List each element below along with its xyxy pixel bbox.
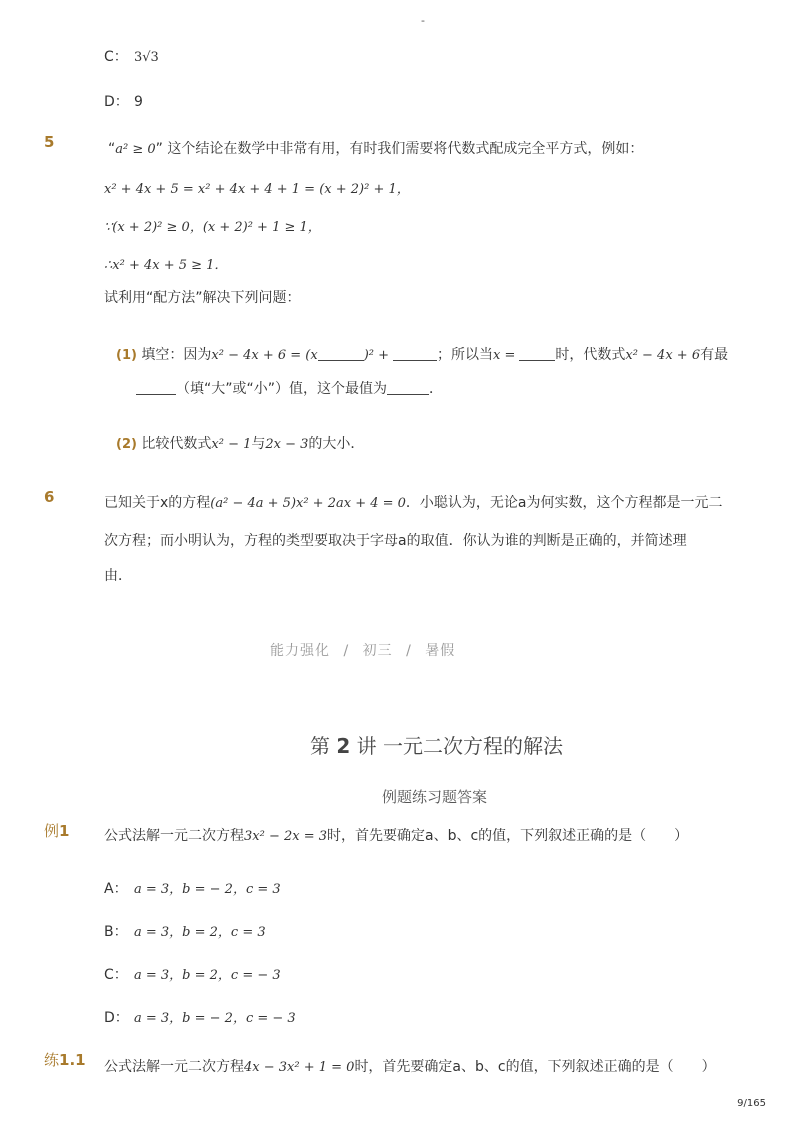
header-part-1: 能力强化 [270, 643, 330, 659]
q5-sub2 [116, 433, 364, 453]
sub1-math-3: x = [493, 348, 516, 363]
option-a[interactable] [104, 878, 281, 898]
option-value: a = 3，b = 2，c = − 3 [134, 968, 281, 983]
top-mark: - [421, 14, 425, 27]
q6-math-1: (a² − 4a + 5)x² + 2ax + 4 = 0 [210, 496, 406, 511]
option-value: a = 3，b = − 2，c = − 3 [134, 1011, 296, 1026]
option-key: D： [104, 94, 129, 110]
tag-number: 1.1 [59, 1051, 86, 1069]
page-number: 9/165 [737, 1098, 766, 1109]
sub1-text-6: ． [429, 381, 444, 397]
q6-line2: 次方程；而小明认为，方程的类型要取决于字母a的取值．你认为谁的判断是正确的，并简述理 [104, 533, 687, 549]
answer-blank-1[interactable] [318, 346, 364, 361]
lecture-subtitle: 例题练习题答案 [382, 788, 488, 806]
sub2-math-1: x² − 1 [211, 437, 252, 452]
option-b[interactable] [104, 921, 266, 941]
practice-1-1-question [104, 1056, 716, 1076]
tag-number: 1 [59, 822, 70, 840]
header-separator: / [406, 643, 412, 659]
sub2-text-3: 的大小． [308, 436, 365, 452]
sub1-math-1: x² − 4x + 6 = (x [211, 348, 318, 363]
quote-open: “ [108, 141, 116, 157]
example-tag [44, 820, 69, 841]
sub1-text-4: 有最 [700, 347, 729, 363]
option-value: a = 3，b = 2，c = 3 [134, 925, 266, 940]
option-value: 9 [134, 94, 143, 110]
section-header [270, 640, 455, 660]
lecture-prefix: 第 [310, 734, 330, 758]
option-value: a = 3，b = − 2，c = 3 [134, 882, 281, 897]
option-key: C： [104, 49, 128, 65]
sub1-text-5: （填“大”或“小”）值，这个最值为 [176, 381, 388, 397]
practice-tag [44, 1049, 86, 1070]
option-d-prev [104, 91, 143, 111]
pr1-text-2: 时，首先要确定a、b、c的值，下列叙述正确的是（ ） [354, 1059, 716, 1075]
option-key: D： [104, 1010, 129, 1026]
option-d[interactable] [104, 1007, 296, 1027]
tag-prefix: 练 [44, 1051, 60, 1069]
lecture-number: 2 [336, 734, 351, 758]
option-key: A： [104, 881, 128, 897]
q5-line1: x² + 4x + 5 = x² + 4x + 4 + 1 = (x + 2)² + 1， [104, 182, 410, 197]
q5-line2: ∵(x + 2)² ≥ 0，(x + 2)² + 1 ≥ 1， [104, 220, 321, 235]
sub2-text-1: 比较代数式 [141, 436, 212, 452]
pr1-text-1: 公式法解一元二次方程 [104, 1059, 244, 1075]
sub1-math-4: x² − 4x + 6 [625, 348, 701, 363]
q6-line1 [104, 492, 723, 512]
option-key: C： [104, 967, 128, 983]
sub1-math-2: )² + [363, 348, 389, 363]
pr1-math-1: 4x − 3x² + 1 = 0 [244, 1060, 355, 1075]
header-separator: / [343, 643, 350, 659]
question-number-6: 6 [44, 488, 55, 506]
q5-sub1-line1 [116, 344, 728, 364]
sub1-text-3: 时，代数式 [555, 347, 626, 363]
ex1-text-2: 时，首先要确定a、b、c的值，下列叙述正确的是（ ） [327, 828, 689, 844]
header-part-3: 暑假 [425, 643, 456, 659]
header-part-2: 初三 [362, 643, 393, 659]
q6-text-1: 已知关于x的方程 [104, 495, 211, 511]
tag-prefix: 例 [44, 822, 60, 840]
q5-intro [108, 138, 643, 158]
lecture-suffix: 讲 一元二次方程的解法 [356, 734, 563, 758]
sub2-math-2: 2x − 3 [265, 437, 309, 452]
lecture-title [310, 730, 563, 759]
answer-blank-5[interactable] [387, 380, 429, 395]
intro-math: a² ≥ 0 [115, 142, 156, 157]
ex1-text-1: 公式法解一元二次方程 [104, 828, 244, 844]
option-c[interactable] [104, 964, 281, 984]
ex1-math-1: 3x² − 2x = 3 [244, 829, 328, 844]
q5-prompt: 试利用“配方法”解决下列问题： [104, 290, 301, 306]
option-value: 3√3 [134, 50, 159, 65]
answer-blank-4[interactable] [136, 380, 176, 395]
option-c-prev [104, 46, 159, 66]
q6-line3: 由． [104, 568, 132, 584]
example-1-question [104, 825, 688, 845]
q5-line3: ∴x² + 4x + 5 ≥ 1． [104, 258, 228, 273]
option-key: B： [104, 924, 128, 940]
answer-blank-3[interactable] [519, 346, 555, 361]
q6-text-2: ．小聪认为，无论a为何实数，这个方程都是一元二 [405, 495, 723, 511]
sub-number: (2) [116, 437, 137, 452]
sub1-text-1: 填空：因为 [141, 347, 212, 363]
question-number-5: 5 [44, 133, 55, 151]
sub1-text-2: ；所以当 [437, 347, 493, 363]
sub-number: (1) [116, 348, 137, 363]
intro-text: ” 这个结论在数学中非常有用，有时我们需要将代数式配成完全平方式，例如： [155, 141, 644, 157]
answer-blank-2[interactable] [393, 346, 437, 361]
q5-sub1-line2 [136, 378, 443, 398]
sub2-text-2: 与 [251, 436, 266, 452]
